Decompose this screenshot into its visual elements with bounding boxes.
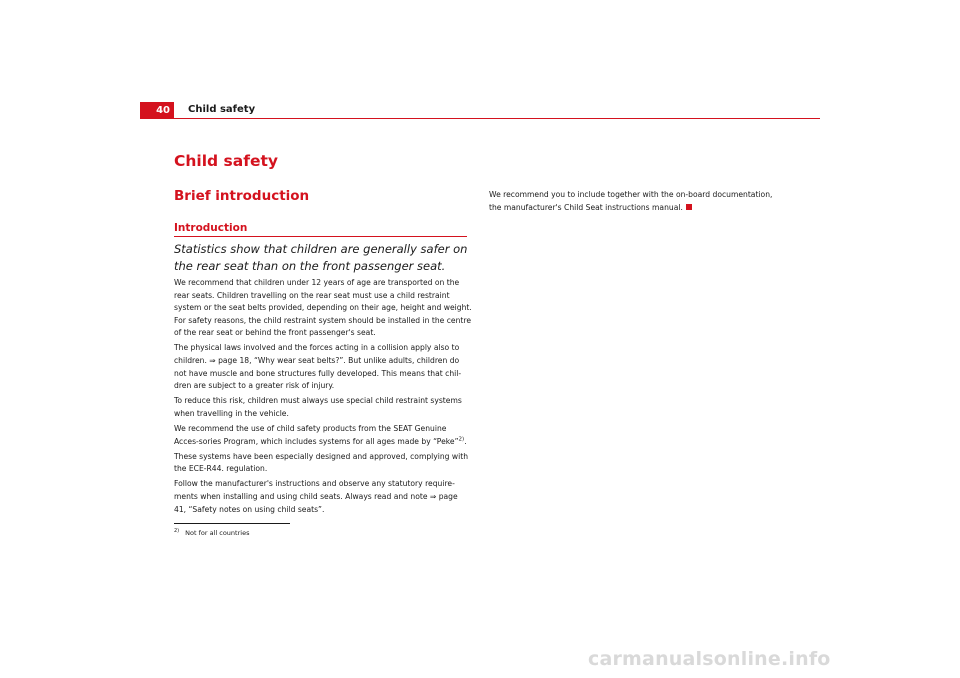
right-paragraph [489, 189, 779, 214]
end-of-section-icon [686, 204, 692, 210]
header-rule [140, 118, 820, 119]
body-paragraph-3: To reduce this risk, children must always use special child restraint systems when travelling in the vehicle. [174, 396, 462, 418]
body-paragraph-5: These systems have been especially designed and approved, complying with the ECE-R44. regulation. [174, 451, 469, 474]
body-paragraph-6: Follow the manufacturer's instructions and observe any statutory require-ments when installing and using child seats. Always read and note ⇒ page 41, “Safety notes on using child seats”. [174, 479, 458, 514]
chapter-title: Child safety [174, 152, 278, 170]
body-paragraph-4-end: . [464, 436, 467, 446]
section-title: Brief introduction [174, 188, 310, 204]
footnote-rule [174, 523, 290, 524]
body-paragraph-1: We recommend that children under 12 years of age are transported on the rear seats. Children travelling on the rear seat must use a child restraint system or the seat belts provided, depending on their age, height and weight. For safety reasons, the child restraint system should be installed in the centre of the rear seat or behind the front passenger's seat. [174, 278, 472, 338]
body-paragraph-4 [174, 423, 472, 448]
footnote-text: Not for all countries [185, 529, 250, 538]
page-number: 40 [140, 102, 174, 119]
subsection-title: Introduction [174, 222, 248, 234]
lead-paragraph: Statistics show that children are generally safer on the rear seat than on the front passenger seat. [174, 242, 468, 273]
body-paragraph-2: The physical laws involved and the forces acting in a collision apply also to children. ⇒ page 18, “Why wear seat belts?”. But unlike adults, children do not have muscle and bone structures fully developed. This means that chil-dren are subject to a greater risk of injury. [174, 343, 462, 391]
body-column-right [489, 189, 779, 214]
footnote-marker: 2) [174, 528, 180, 534]
footnote-reference: 2) [458, 436, 465, 443]
subsection-rule [174, 236, 467, 237]
footnote [174, 528, 249, 537]
running-header-title: Child safety [188, 104, 256, 115]
body-paragraph-4-text: We recommend the use of child safety products from the SEAT Genuine Acces-sories Program, which includes systems for all ages made by “Peke” [174, 424, 459, 446]
watermark: carmanualsonline.info [588, 648, 831, 670]
right-paragraph-text: We recommend you to include together with the on-board documentation, the manufacturer's Child Seat instructions manual. [489, 190, 773, 212]
body-column-left [174, 277, 472, 519]
